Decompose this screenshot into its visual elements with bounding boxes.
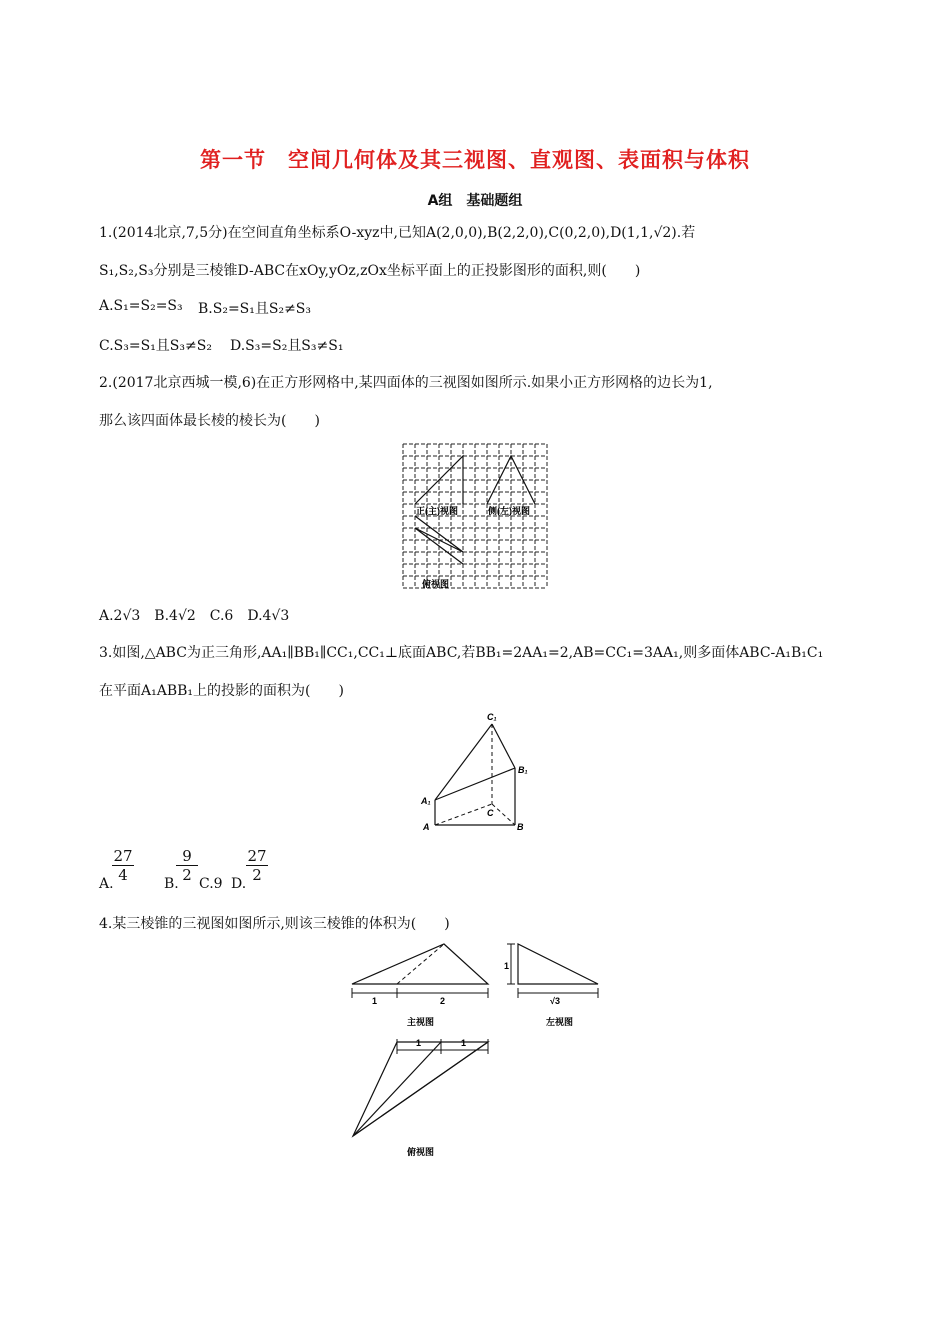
- q1-option-c: C.S₃=S₁且S₃≠S₂: [99, 338, 212, 354]
- q3-option-a-denominator: 4: [118, 866, 128, 884]
- top-dim-2: 1: [461, 1038, 467, 1048]
- q2-three-view-figure: [400, 441, 550, 591]
- q3-option-d-fraction: [246, 847, 268, 884]
- top-dim-1: 1: [416, 1038, 422, 1048]
- left-view-label: 左视图: [546, 1017, 574, 1027]
- label-B1: B₁: [518, 765, 528, 775]
- front-dim-1: 1: [372, 996, 378, 1006]
- label-C: C: [487, 808, 494, 818]
- label-A1: A₁: [421, 796, 431, 806]
- q4-top-view-figure: [345, 1034, 495, 1159]
- q3-polyhedron-figure: [415, 710, 540, 835]
- front-dim-2: 2: [440, 996, 446, 1006]
- q1-option-a: A.S₁=S₂=S₃: [99, 298, 183, 314]
- side-view-label: 侧(左)视图: [488, 506, 530, 516]
- q3-stem-line1: 3.如图,△ABC为正三角形,AA₁∥BB₁∥CC₁,CC₁⊥底面ABC,若BB₁=2AA₁=2,AB=CC₁=3AA₁,则多面体ABC-A₁B₁C₁: [99, 645, 824, 661]
- q1-stem-line1: 1.(2014北京,7,5分)在空间直角坐标系O-xyz中,已知A(2,0,0),B(2,2,0),C(0,2,0),D(1,1,√2).若: [99, 225, 696, 241]
- top-view-label: 俯视图: [422, 579, 450, 589]
- q2-options: A.2√3 B.4√2 C.6 D.4√3: [99, 608, 290, 624]
- label-C1: C₁: [487, 712, 497, 722]
- q3-option-b-fraction: [176, 847, 198, 884]
- q3-option-d-numerator: 27: [247, 847, 267, 865]
- top-view-label: 俯视图: [407, 1147, 435, 1157]
- q3-option-d-prefix: D.: [231, 876, 247, 892]
- q3-stem-line2: 在平面A₁ABB₁上的投影的面积为( ): [99, 683, 344, 699]
- q1-stem-line2: S₁,S₂,S₃分别是三棱锥D-ABC在xOy,yOz,zOx坐标平面上的正投影图形的面积,则( ): [99, 263, 641, 279]
- front-view-label: 正(主)视图: [416, 506, 458, 516]
- q3-option-a-numerator: 27: [113, 847, 133, 865]
- label-A: A: [423, 822, 430, 832]
- q3-option-c: C.9: [199, 876, 223, 892]
- q3-option-b-numerator: 9: [176, 847, 198, 866]
- q1-option-d: D.S₃=S₂且S₃≠S₁: [230, 338, 344, 354]
- q3-option-d-denominator: 2: [252, 866, 262, 884]
- q3-option-a-prefix: A.: [99, 876, 114, 892]
- q4-front-view-figure: [345, 938, 495, 1033]
- section-subtitle: A组 基础题组: [427, 193, 523, 209]
- left-dim-sqrt3: √3: [550, 996, 560, 1006]
- q3-option-b-prefix: B.: [164, 876, 179, 892]
- q2-stem-line1: 2.(2017北京西城一模,6)在正方形网格中,某四面体的三视图如图所示.如果小正方形网格的边长为1,: [99, 375, 713, 391]
- q1-option-b: B.S₂=S₁且S₂≠S₃: [198, 301, 312, 317]
- label-B: B: [517, 822, 524, 832]
- main-view-label: 主视图: [407, 1017, 435, 1027]
- q3-option-a-fraction: [112, 847, 134, 884]
- q4-stem-line1: 4.某三棱锥的三视图如图所示,则该三棱锥的体积为( ): [99, 916, 450, 932]
- q3-option-b-denominator: 2: [182, 866, 192, 884]
- q4-left-view-figure: [498, 938, 608, 1033]
- left-dim-height: 1: [504, 961, 510, 971]
- q2-stem-line2: 那么该四面体最长棱的棱长为( ): [99, 413, 320, 429]
- page-title: 第一节 空间几何体及其三视图、直观图、表面积与体积: [200, 148, 750, 172]
